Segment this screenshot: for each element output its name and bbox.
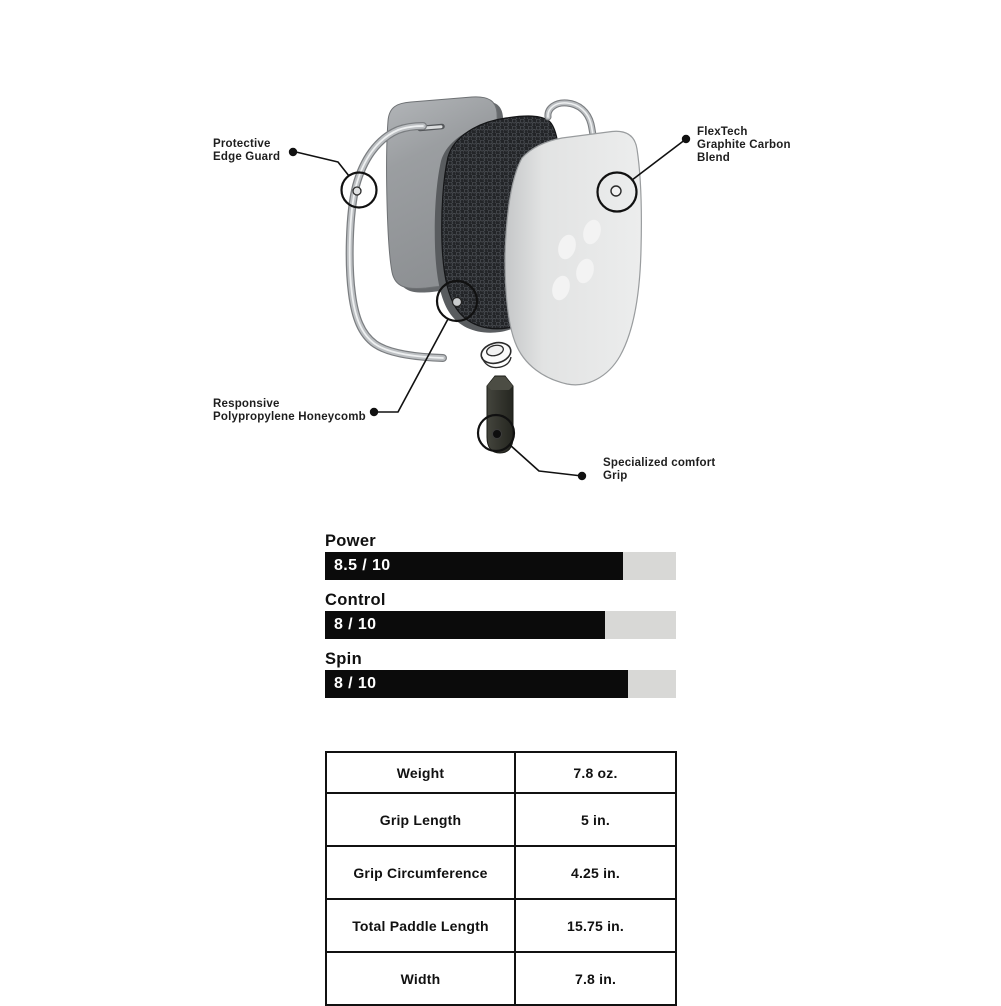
spec-row-grip-circumference (326, 846, 676, 899)
callout-label-line: Graphite Carbon (697, 139, 791, 151)
callout-line-face-material (632, 139, 686, 180)
callout-dot-grip (578, 472, 586, 480)
callout-label-edge-guard (213, 138, 280, 164)
callout-label-line: Polypropylene Honeycomb (213, 411, 366, 423)
rating-bar-fill (325, 611, 605, 639)
callout-label-line: Grip (603, 470, 628, 482)
spec-value: 7.8 oz. (515, 752, 676, 793)
rating-bar-fill (325, 670, 628, 698)
collar-ring (479, 340, 513, 368)
callout-label-line: Protective (213, 138, 271, 150)
spec-row-width (326, 952, 676, 1005)
callout-line-grip (510, 445, 582, 476)
paddle-face-shape (505, 131, 641, 385)
spec-row-total-paddle-length (326, 899, 676, 952)
callout-dot-core (370, 408, 378, 416)
rating-bar-control (325, 611, 676, 639)
callout-dot-face-material (682, 135, 690, 143)
callout-dot-edge-guard (289, 148, 297, 156)
rating-label-power: Power (325, 532, 377, 550)
spec-label: Total Paddle Length (326, 899, 515, 952)
callout-label-core (213, 398, 366, 424)
spec-value: 15.75 in. (515, 899, 676, 952)
spec-row-grip-length (326, 793, 676, 846)
spec-label: Grip Circumference (326, 846, 515, 899)
rating-label-spin: Spin (325, 650, 362, 668)
spec-row-weight (326, 752, 676, 793)
rating-value: 8 / 10 (334, 675, 377, 692)
spec-value: 5 in. (515, 793, 676, 846)
rating-value: 8.5 / 10 (334, 557, 391, 574)
callout-label-line: Specialized comfort (603, 457, 716, 469)
paddle-face (505, 131, 641, 385)
rating-value: 8 / 10 (334, 616, 377, 633)
callout-label-line: Blend (697, 152, 730, 164)
spec-label: Width (326, 952, 515, 1005)
rating-bar-fill (325, 552, 623, 580)
spec-value: 7.8 in. (515, 952, 676, 1005)
callout-label-line: FlexTech (697, 126, 748, 138)
rating-label-control: Control (325, 591, 386, 609)
specs-table (325, 751, 677, 1006)
grip-top-facet (487, 377, 513, 391)
callout-line-core (374, 319, 448, 412)
spec-label: Grip Length (326, 793, 515, 846)
callout-line-edge-guard (296, 152, 349, 176)
callout-label-line: Responsive (213, 398, 280, 410)
spec-label: Weight (326, 752, 515, 793)
spec-value: 4.25 in. (515, 846, 676, 899)
rating-bar-spin (325, 670, 676, 698)
rating-bar-power (325, 552, 676, 580)
callout-label-face-material (697, 126, 791, 165)
callout-label-line: Edge Guard (213, 151, 281, 163)
callout-label-grip (603, 457, 715, 483)
